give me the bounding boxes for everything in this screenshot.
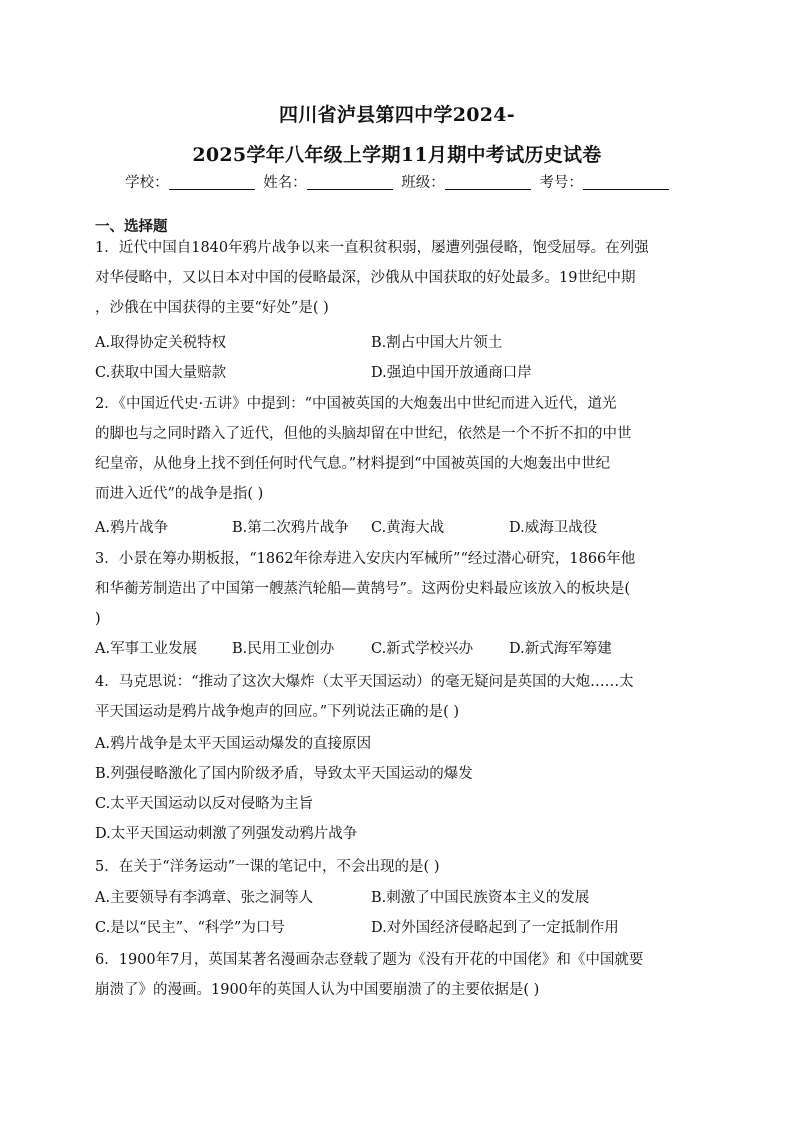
section-title: 一、选择题 bbox=[95, 218, 168, 235]
q2-option-d[interactable]: D.威海卫战役 bbox=[509, 520, 598, 536]
exam-number-blank[interactable] bbox=[583, 174, 669, 190]
q1-option-a[interactable]: A.取得协定关税特权 bbox=[95, 335, 227, 351]
student-info-row bbox=[0, 171, 794, 192]
q5-option-b[interactable]: B.刺激了中国民族资本主义的发展 bbox=[371, 890, 590, 906]
q2-option-b[interactable]: B.第二次鸦片战争 bbox=[232, 520, 349, 536]
q2-stem-line2: 的脚也与之同时踏入了近代，但他的头脑却留在中世纪，依然是一个不折不扣的中世 bbox=[95, 426, 632, 442]
q3-option-b[interactable]: B.民用工业创办 bbox=[232, 641, 335, 657]
q3-stem-line2: 和华蘅芳制造出了中国第一艘蒸汽轮船—黄鹄号”。这两份史料最应该放入的板块是( bbox=[95, 581, 631, 597]
q4-option-d[interactable]: D.太平天国运动刺激了列强发动鸦片战争 bbox=[95, 826, 358, 842]
exam-title-line1: 四川省泸县第四中学2024- bbox=[279, 104, 515, 126]
q5-option-c[interactable]: C.是以“民主”、“科学”为口号 bbox=[95, 920, 285, 936]
q3-option-a[interactable]: A.军事工业发展 bbox=[95, 641, 198, 657]
q4-stem-line2: 平天国运动是鸦片战争炮声的回应。”下列说法正确的是( ) bbox=[95, 704, 460, 720]
q4-option-c[interactable]: C.太平天国运动以反对侵略为主旨 bbox=[95, 796, 314, 812]
school-label: 学校： bbox=[125, 175, 169, 191]
q2-stem-line3: 纪皇帝，从他身上找不到任何时代气息。”材料提到“中国被英国的大炮轰出中世纪 bbox=[95, 456, 611, 472]
q6-stem-line1: 6．1900年7月，英国某著名漫画杂志登载了题为《没有开花的中国佬》和《中国就要 bbox=[95, 952, 644, 968]
school-blank[interactable] bbox=[169, 174, 255, 190]
q1-stem-line1: 1．近代中国自1840年鸦片战争以来一直积贫积弱，屡遭列强侵略，饱受屈辱。在列强 bbox=[95, 240, 649, 256]
q4-option-a[interactable]: A.鸦片战争是太平天国运动爆发的直接原因 bbox=[95, 736, 372, 752]
name-blank[interactable] bbox=[307, 174, 393, 190]
q3-option-c[interactable]: C.新式学校兴办 bbox=[371, 641, 474, 657]
q3-option-d[interactable]: D.新式海军筹建 bbox=[509, 641, 612, 657]
q1-option-d[interactable]: D.强迫中国开放通商口岸 bbox=[371, 365, 532, 381]
name-label: 姓名： bbox=[263, 175, 307, 191]
q2-stem-line4: 而进入近代”的战争是指( ) bbox=[95, 486, 264, 502]
q4-option-b[interactable]: B.列强侵略激化了国内阶级矛盾，导致太平天国运动的爆发 bbox=[95, 766, 473, 782]
exam-number-label: 考号： bbox=[539, 175, 583, 191]
q2-option-a[interactable]: A.鸦片战争 bbox=[95, 520, 169, 536]
q6-stem-line2: 崩溃了》的漫画。1900年的英国人认为中国要崩溃了的主要依据是( ) bbox=[95, 982, 540, 998]
q2-stem-line1: 2．《中国近代史·五讲》中提到：“中国被英国的大炮轰出中世纪而进入近代，道光 bbox=[95, 396, 617, 412]
q4-stem-line1: 4．马克思说：“推动了这次大爆炸（太平天国运动）的毫无疑问是英国的大炮……太 bbox=[95, 674, 634, 690]
q1-option-b[interactable]: B.割占中国大片领土 bbox=[371, 335, 503, 351]
q1-option-c[interactable]: C.获取中国大量赔款 bbox=[95, 365, 227, 381]
q5-option-d[interactable]: D.对外国经济侵略起到了一定抵制作用 bbox=[371, 920, 619, 936]
q1-stem-line2: 对华侵略中，又以日本对中国的侵略最深，沙俄从中国获取的好处最多。19世纪中期 bbox=[95, 270, 636, 286]
q3-stem-line1: 3．小景在筹办期板报，“1862年徐寿进入安庆内军械所”“经过潜心研究，1866年他 bbox=[95, 551, 636, 567]
class-label: 班级： bbox=[401, 175, 445, 191]
q1-stem-line3: ，沙俄在中国获得的主要“好处”是( ) bbox=[95, 300, 329, 316]
q5-stem-line1: 5．在关于“洋务运动”一课的笔记中，不会出现的是( ) bbox=[95, 859, 440, 875]
q2-option-c[interactable]: C.黄海大战 bbox=[371, 520, 445, 536]
class-blank[interactable] bbox=[445, 174, 531, 190]
exam-title-line2: 2025学年八年级上学期11月期中考试历史试卷 bbox=[192, 144, 602, 166]
q5-option-a[interactable]: A.主要领导有李鸿章、张之洞等人 bbox=[95, 890, 314, 906]
q3-stem-line3: ) bbox=[95, 611, 101, 627]
